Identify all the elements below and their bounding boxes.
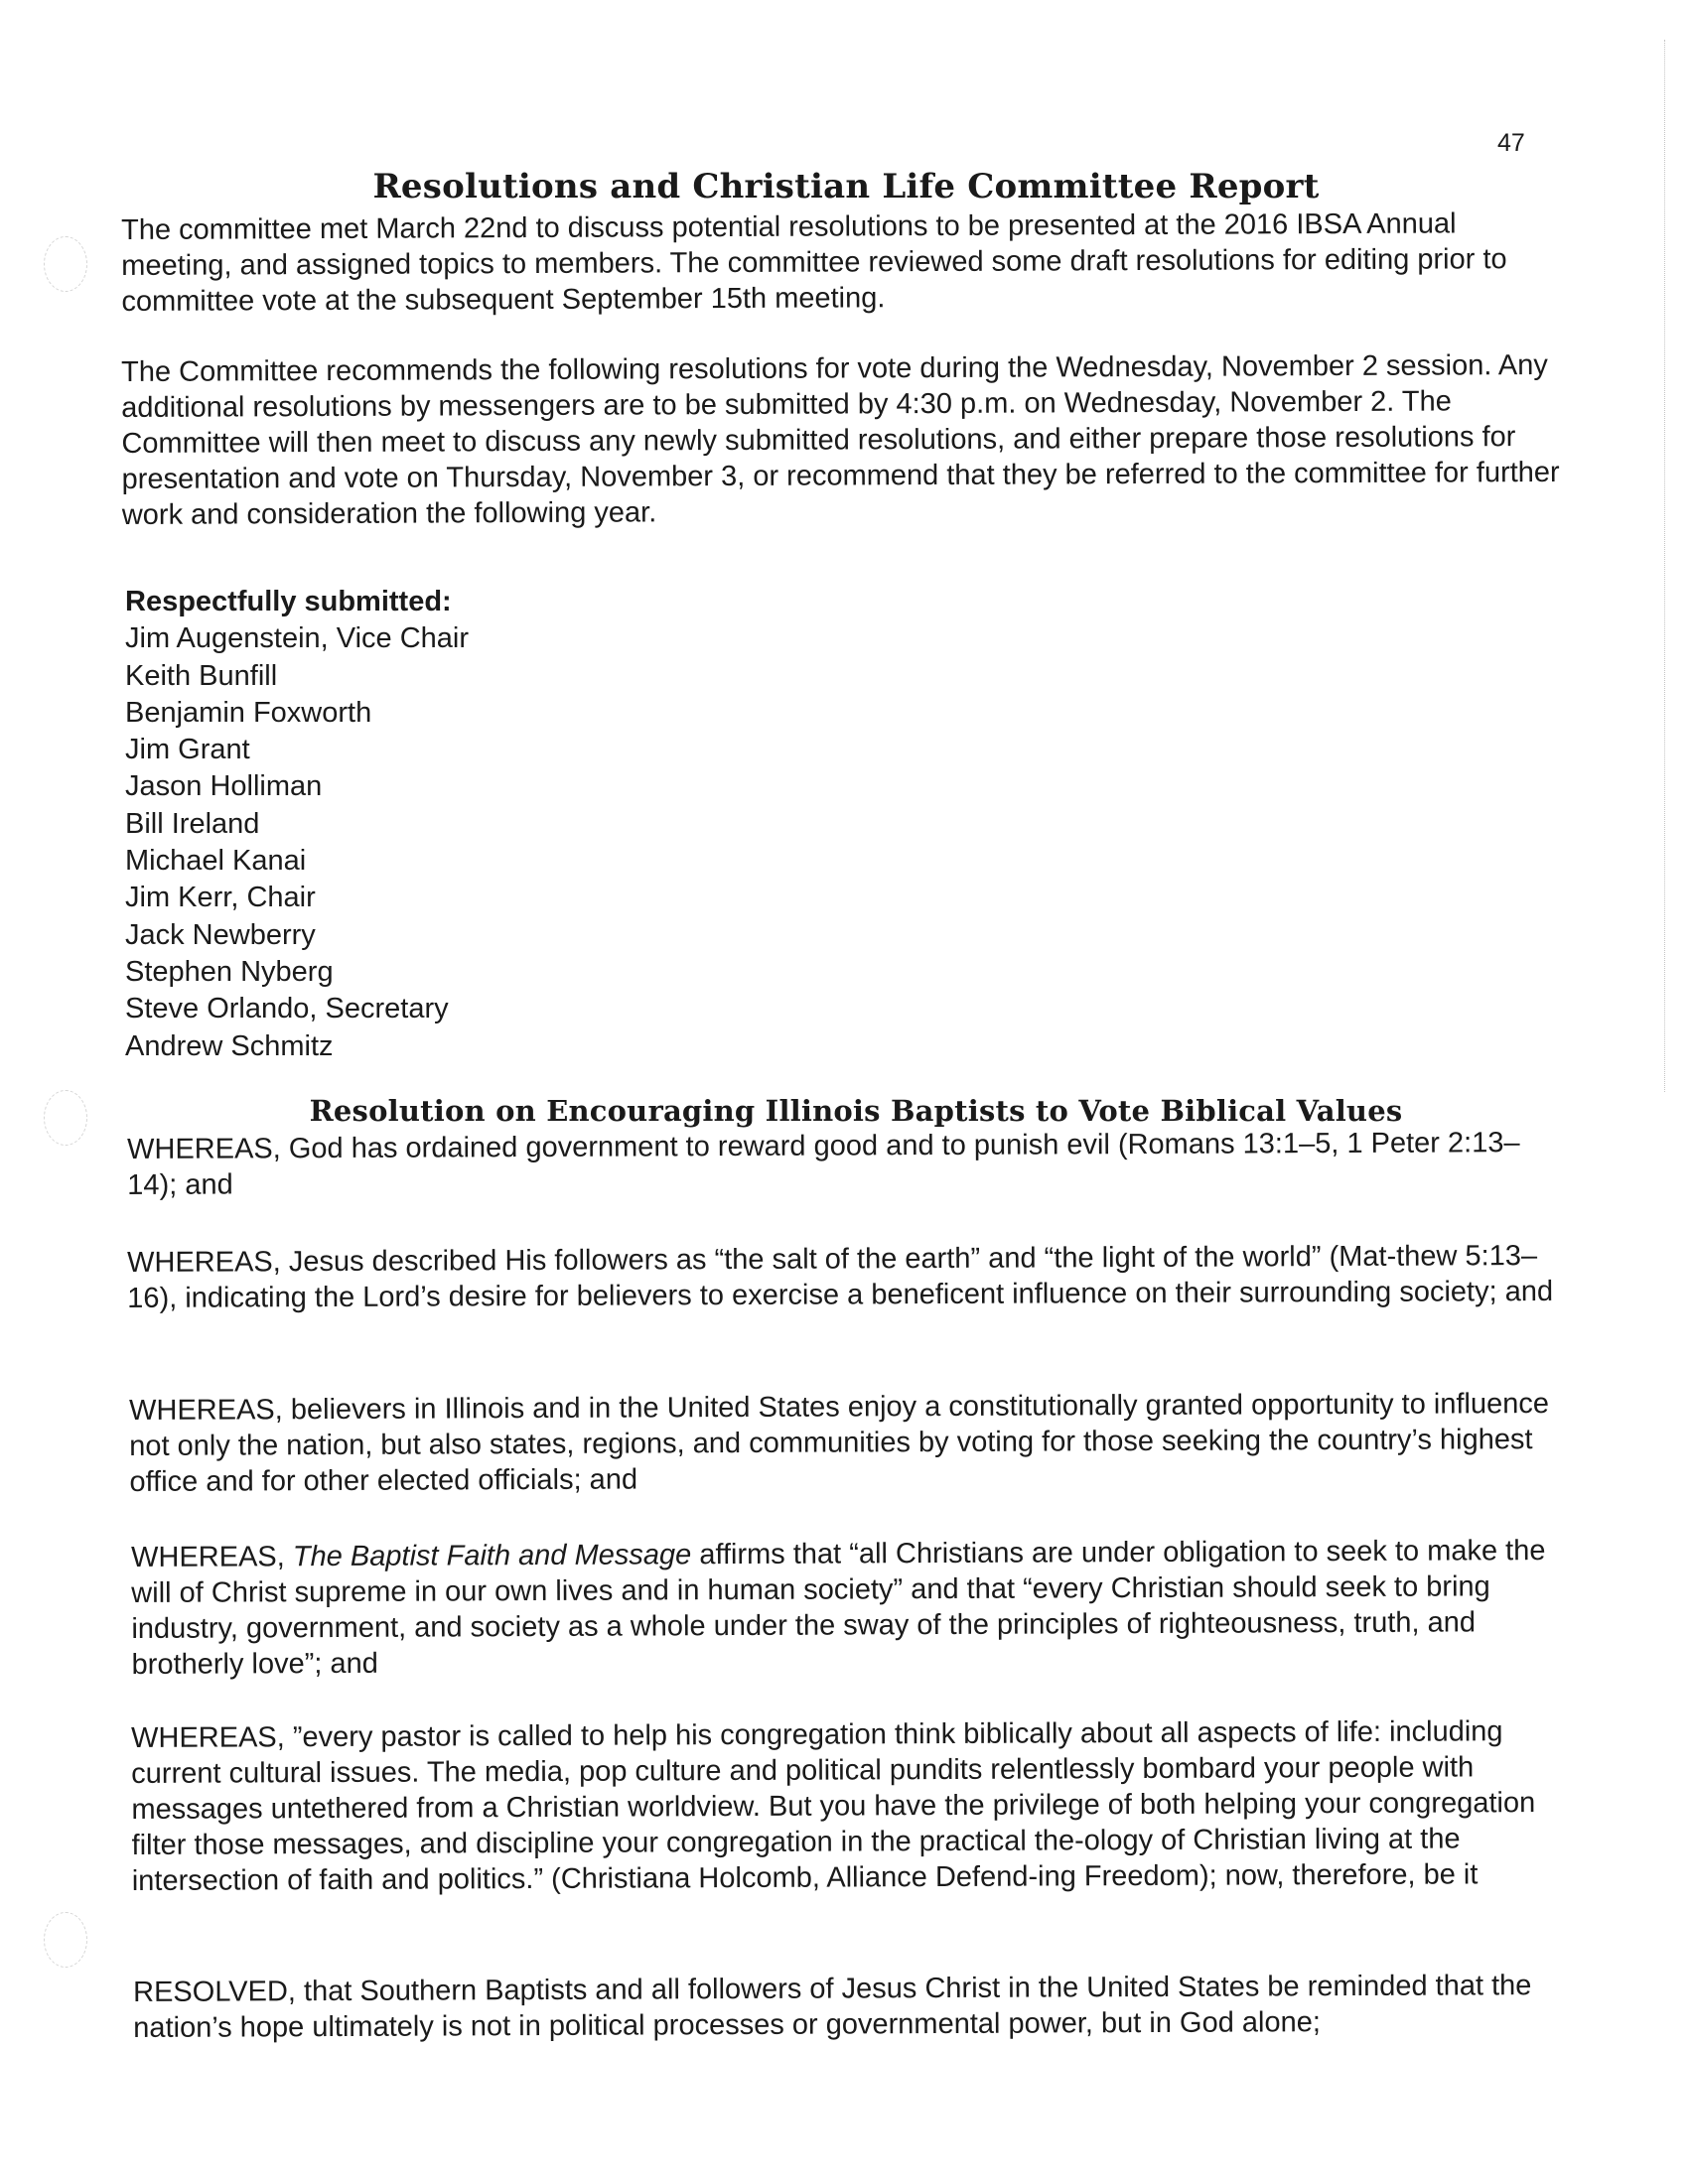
- meeting-paragraph: The committee met March 22nd to discuss potential resolutions to be presented at the 2016 IBSA Annual meeting, and assigned topics to members. The committee reviewed some draft resolutions for editing prior to committee vote at the subsequent September 15th meeting.: [121, 207, 1507, 318]
- submitted-heading: Respectfully submitted:: [125, 586, 452, 617]
- member-name: Jim Grant: [125, 734, 250, 766]
- whereas-clause: WHEREAS, God has ordained government to reward good and to punish evil (Romans 13:1–5, 1 Peter 2:13–14); and: [127, 1127, 1520, 1201]
- page-number: 47: [1497, 129, 1525, 157]
- member-name: Jim Kerr, Chair: [125, 882, 316, 914]
- member-name: Jack Newberry: [125, 918, 316, 951]
- whereas-clause: WHEREAS, believers in Illinois and in the United States enjoy a constitutionally granted opportunity to influence not only the nation, but also states, regions, and communities by voting for those seeking the country’s highest office and for other elected officials; and: [129, 1388, 1550, 1498]
- book-title: The Baptist Faith and Message: [292, 1539, 692, 1573]
- member-name: Keith Bunfill: [125, 659, 278, 692]
- recommendation-paragraph: The Committee recommends the following resolutions for vote during the Wednesday, November 2 session. Any additional resolutions by messengers are to be submitted by 4:30 p.m. on Wednesday, November 2. The Committee will then meet to discuss any newly submitted resolutions, and either prepare those resolutions for presentation and vote on Thursday, November 3, or recommend that they be referred to the committee for further work and consideration the following year.: [121, 348, 1560, 531]
- member-name: Stephen Nyberg: [125, 955, 334, 988]
- whereas-clause: [131, 1533, 1572, 1683]
- member-name: Bill Ireland: [125, 807, 260, 840]
- member-name: Michael Kanai: [125, 845, 307, 878]
- whereas-text: affirms that “all Christians are under obligation to seek to make the will of Christ supreme in our own lives and in human society” and that “every Christian should seek to bring industry, government, and society as a whole under the sway of the principles of righteousness, truth, and brotherly love”; and: [131, 1535, 1546, 1681]
- margin-punch-hole: [44, 1912, 87, 1968]
- whereas-lead: WHEREAS,: [131, 1541, 285, 1573]
- report-title: Resolutions and Christian Life Committee Report: [372, 167, 1320, 206]
- whereas-clause: WHEREAS, ”every pastor is called to help his congregation think biblically about all aspects of life: including current cultural issues. The media, pop culture and political pundits relentlessly bombard your people with messages untethered from a Christian worldview. But you have the privilege of both helping your congregation filter those messages, and discipline your congregation in the practical the-ology of Christian living at the intersection of faith and politics.” (Christiana Holcomb, Alliance Defend-ing Freedom); now, therefore, be it: [131, 1715, 1536, 1897]
- member-name: Andrew Schmitz: [125, 1029, 334, 1062]
- member-name: Jim Augenstein, Vice Chair: [125, 622, 470, 655]
- margin-punch-hole: [44, 236, 87, 292]
- whereas-clause: WHEREAS, Jesus described His followers as “the salt of the earth” and “the light of the world” (Mat-thew 5:13–16), indicating the Lord’s desire for believers to exercise a beneficent influence on their surrounding society; and: [127, 1240, 1554, 1314]
- committee-members-list: [125, 584, 469, 1065]
- resolution-title: Resolution on Encouraging Illinois Baptists to Vote Biblical Values: [309, 1094, 1403, 1128]
- member-name: Jason Holliman: [125, 770, 323, 803]
- member-name: Steve Orlando, Secretary: [125, 993, 449, 1025]
- member-name: Benjamin Foxworth: [125, 696, 372, 729]
- resolved-clause: RESOLVED, that Southern Baptists and all followers of Jesus Christ in the United States be reminded that the nation’s hope ultimately is not in political processes or governmental power, but in God alone;: [133, 1970, 1532, 2044]
